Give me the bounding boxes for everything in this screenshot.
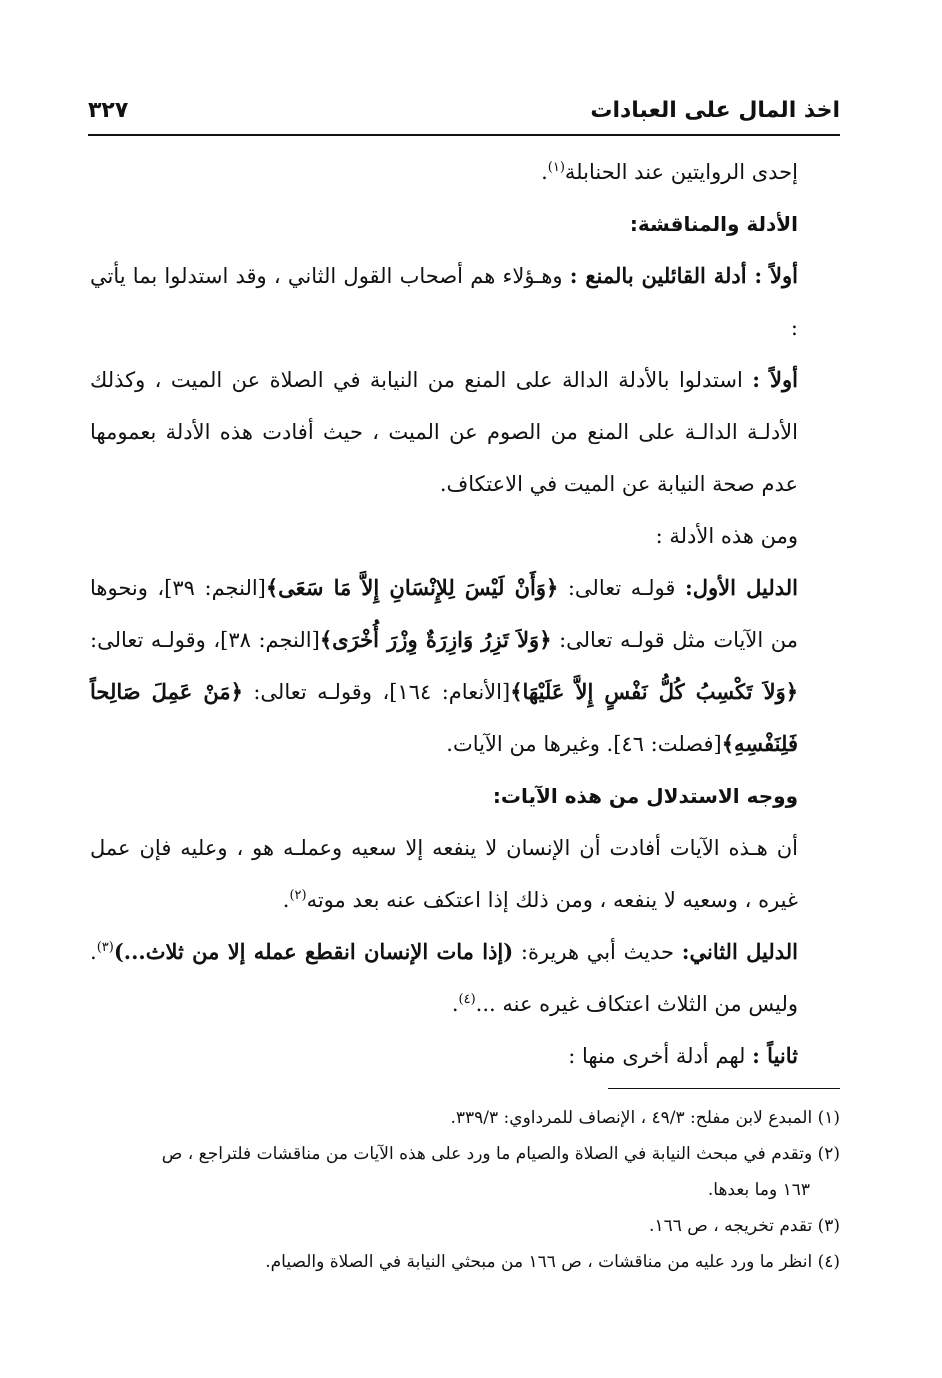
paragraph-label: الدليل الأول: (684, 575, 799, 600)
paragraph: ثانياً : لهم أدلة أخرى منها : (568, 1043, 798, 1068)
footnote: (٤) انظر ما ورد عليه من مناقشات ، ص ١٦٦ من مبحثي النيابة في الصلاة والصيام. (265, 1252, 840, 1272)
footnote-ref: (٢) (289, 888, 307, 903)
paragraph: أولاً : أدلة القائلين بالمنع : وهـؤلاء هم أصحاب القول الثاني ، وقد استدلوا بما يأتي : (90, 263, 798, 340)
quran-verse: ﴿وَلاَ تَكْسِبُ كُلُّ نَفْسٍ إِلاَّ عَلَيْهَا﴾ (510, 679, 799, 704)
footnote: (٣) تقدم تخريجه ، ص ١٦٦. (649, 1216, 840, 1236)
page-number: ٣٢٧ (88, 98, 129, 123)
chapter-title: اخذ المال على العبادات (590, 98, 840, 123)
quran-verse: ﴿وَأَنْ لَيْسَ لِلإِنْسَانِ إِلاَّ مَا سَعَى﴾ (265, 575, 559, 600)
paragraph: الدليل الثاني: حديث أبي هريرة: (إذا مات الإنسان انقطع عمله إلا من ثلاث...)$^{(٣)}$. وليس من الثلاث اعتكاف غيره عنه ...$^{(٤)}$. (90, 939, 798, 1016)
footnote-ref: (٤) (458, 992, 476, 1007)
footnote-divider (608, 1088, 840, 1089)
paragraph: إحدى الروايتين عند الحنابلة$^{(١)}$. (541, 160, 798, 184)
paragraph-label: الدليل الثاني: (681, 939, 798, 964)
footnote: (٢) وتقدم في مبحث النيابة في الصلاة والصيام ما ورد على هذه الآيات من مناقشات فلتراجع ، ص (161, 1144, 840, 1164)
footnotes (100, 1100, 840, 1280)
paragraph-label: أولاً : أدلة القائلين بالمنع : (569, 263, 798, 288)
quran-verse: ﴿وَلاَ تَزِرُ وَازِرَةٌ وِزْرَ أُخْرَى﴾ (319, 627, 552, 652)
paragraph: أولاً : استدلوا بالأدلة الدالة على المنع من النيابة في الصلاة عن الميت ، وكذلك الأدلـة الدالـة على المنع من الصوم عن الميت ، حيث أفادت هذه الأدلة بعمومها عدم صحة النيابة عن الميت في الاعتكاف. (90, 367, 799, 496)
main-text (90, 146, 840, 1082)
footnote-ref: (٣) (96, 940, 114, 955)
paragraph-label: ثانياً : (752, 1043, 798, 1068)
section-heading: ووجه الاستدلال من هذه الآيات: (492, 784, 798, 808)
footnote-continuation: ١٦٣ وما بعدها. (707, 1180, 810, 1200)
footnote-ref: (١) (547, 160, 565, 175)
section-heading: الأدلة والمناقشة: (629, 212, 798, 236)
footnote: (١) المبدع لابن مفلح: ٤٩/٣ ، الإنصاف للمرداوي: ٣٣٩/٣. (450, 1108, 840, 1128)
paragraph: أن هـذه الآيات أفادت أن الإنسان لا ينفعه إلا سعيه وعملـه هو ، وعليه فإن عمل غيره ، وسعيه لا ينفعه ، ومن ذلك إذا اعتكف عنه بعد موته$^{(٢)}$. (90, 836, 798, 912)
running-header (88, 92, 840, 136)
paragraph: الدليل الأول: قولـه تعالى: ﴿وَأَنْ لَيْسَ لِلإِنْسَانِ إِلاَّ مَا سَعَى﴾[النجم: ٣٩]، ونحوها من الآيات مثل قولـه تعالى: ﴿وَلاَ تَزِرُ وَازِرَةٌ وِزْرَ أُخْرَى﴾[النجم: ٣٨]، وقولـه تعالى: ﴿وَلاَ تَكْسِبُ كُلُّ نَفْسٍ إِلاَّ عَلَيْهَا﴾[الأنعام: ١٦٤]، وقولـه تعالى: ﴿مَنْ عَمِلَ صَالِحاً فَلِنَفْسِهِ﴾[فصلت: ٤٦]. وغيرها من الآيات. (90, 575, 799, 756)
quran-verse: ﴿مَنْ عَمِلَ صَالِحاً فَلِنَفْسِهِ﴾ (90, 679, 798, 756)
paragraph: ومن هذه الأدلة : (655, 524, 798, 548)
hadith-quote: (إذا مات الإنسان انقطع عمله إلا من ثلاث...) (113, 939, 514, 964)
paragraph-label: أولاً : (752, 367, 799, 392)
